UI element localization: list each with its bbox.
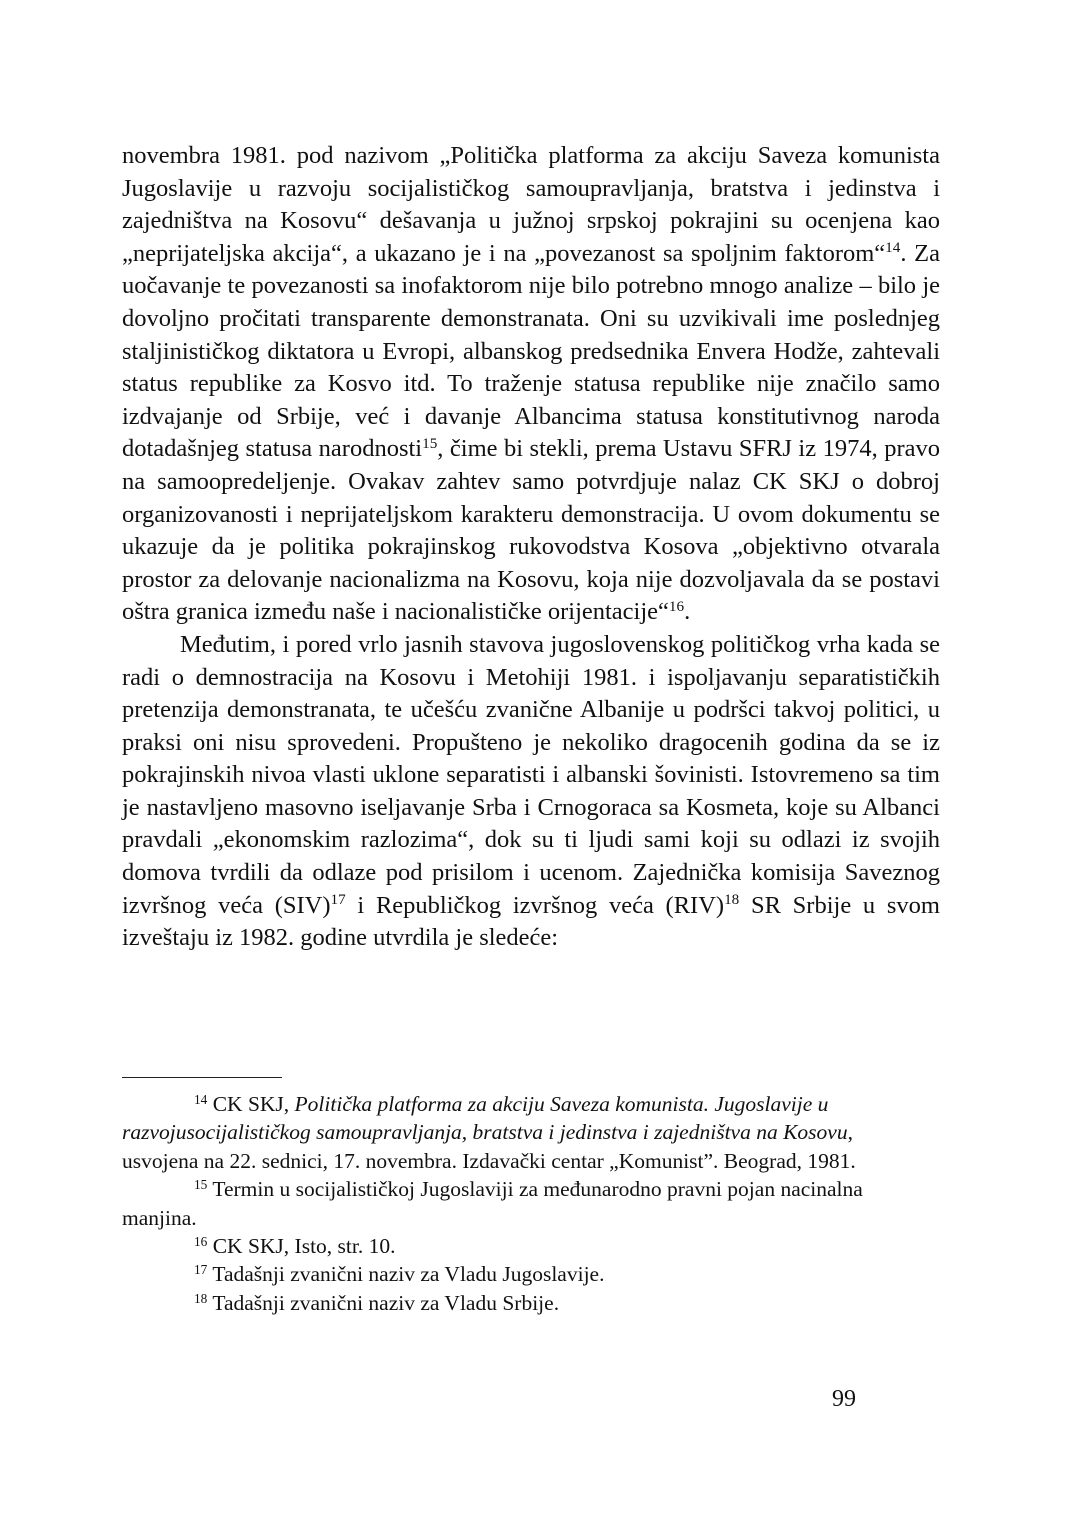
paragraph-2-text-1: Međutim, i pored vrlo jasnih stavova jugoslovenskog političkog vrha kada se radi o demnostracija na Kosovu i Metohiji 1981. i ispoljavanju separatističkih pretenzija demonstranata, te učešću zvanične Albanije u podršci takvoj politici, u praksi oni nisu sprovedeni. Propušteno je nekoliko dragocenih godina da se iz pokrajinskih nivoa vlasti uklone separatisti i albanski šovinisti. Istovremeno sa tim je nastavljeno masovno iseljavanje Srba i Crnogoraca sa Kosmeta, koje su Albanci pravdali „ekonomskim razlozima“, dok su ti ljudi sami koji su odlazi iz svojih domova tvrdili da odlaze pod prisilom i ucenom. Zajednička komisija Saveznog izvršnog veća (SIV) — [122, 630, 940, 919]
paragraph-2-text-3: SR Srbije u svom izveštaju iz 1982. godine utvrdila je sledeće: — [122, 891, 940, 952]
footnote-divider — [122, 1077, 282, 1078]
paragraph-2-text-2: i Republičkog izvršnog veća (RIV) — [345, 891, 725, 919]
footnote-16 — [122, 1232, 902, 1260]
footnotes — [122, 1090, 902, 1317]
footnote-15 — [122, 1175, 902, 1232]
paragraph-1-text-2: . Za uočavanje te povezanosti sa inofaktorom nije bilo potrebno mnogo analize – bilo je dovoljno pročitati transparente demonstranata. Oni su uzvikivali ime poslednjeg staljinističkog diktatora u Evropi, albanskog predsednika Envera Hodže, zahtevali status republike za Kosvo itd. To traženje statusa republike nije značilo samo izdvajanje od Srbije, već i davanje Albancima statusa konstitutivnog naroda dotadašnjeg statusa narodnosti — [122, 239, 941, 463]
footnote-16-text: CK SKJ, Isto, str. 10. — [207, 1234, 396, 1259]
body-text — [122, 140, 940, 955]
footnote-ref-16[interactable]: 16 — [668, 597, 685, 615]
footnote-number-17: 17 — [194, 1262, 208, 1278]
footnote-15-text: Termin u socijalističkoj Jugoslaviji za međunarodno pravni pojan nacinalna manjina. — [122, 1177, 863, 1230]
footnote-ref-14[interactable]: 14 — [885, 239, 901, 257]
footnote-ref-17[interactable]: 17 — [330, 891, 346, 909]
footnote-14-title: Politička platforma za akciju Saveza komunista. Jugoslavije u razvojusocijalističkog samoupravljanja, bratstva i jedinstva i zajedništva na Kosovu — [122, 1092, 848, 1145]
paragraph-1 — [122, 140, 940, 629]
page-number: 99 — [832, 1386, 856, 1412]
footnote-17 — [122, 1260, 902, 1288]
paragraph-1-text-1: novembra 1981. pod nazivom „Politička platforma za akciju Saveza komunista Jugoslavije u razvoju socijalističkog samoupravljanja, bratstva i jedinstva i zajedništva na Kosovu“ dešavanja u južnoj srpskoj pokrajini su ocenjena kao „neprijateljska akcija“, a ukazano je i na „povezanost sa spoljnim faktorom“ — [122, 142, 940, 267]
paragraph-1-text-3: , čime bi stekli, prema Ustavu SFRJ iz 1974, pravo na samoopredeljenje. Ovakav zahtev samo potvrdjuje nalaz CK SKJ o dobroj organizovanosti i neprijateljskom karakteru demonstracija. U ovom dokumentu se ukazuje da je politika pokrajinskog rukovodstva Kosova „objektivno otvarala prostor za delovanje nacionalizma na Kosovu, koja nije dozvoljavala da se postavi oštra granica između naše i nacionalističke orijentacije“ — [122, 435, 940, 626]
footnote-17-text: Tadašnji zvanični naziv za Vladu Jugoslavije. — [207, 1262, 605, 1287]
footnote-number-15: 15 — [194, 1176, 208, 1192]
footnote-14 — [122, 1090, 902, 1175]
footnote-ref-15[interactable]: 15 — [422, 435, 438, 452]
footnote-18 — [122, 1289, 902, 1317]
paragraph-2 — [122, 629, 940, 955]
paragraph-1-text-4: . — [684, 598, 691, 626]
footnote-ref-18[interactable]: 18 — [724, 891, 740, 909]
footnote-number-16: 16 — [194, 1233, 208, 1249]
footnote-18-text: Tadašnji zvanični naziv za Vladu Srbije. — [207, 1290, 560, 1315]
footnote-14-text-2: , usvojena na 22. sednici, 17. novembra. Izdavački centar „Komunist”. Beograd, 1981. — [122, 1120, 856, 1173]
main-text — [122, 140, 940, 955]
footnote-number-18: 18 — [194, 1290, 208, 1306]
footnote-14-text-1: CK SKJ, — [207, 1092, 295, 1116]
footnote-number-14: 14 — [194, 1091, 208, 1107]
